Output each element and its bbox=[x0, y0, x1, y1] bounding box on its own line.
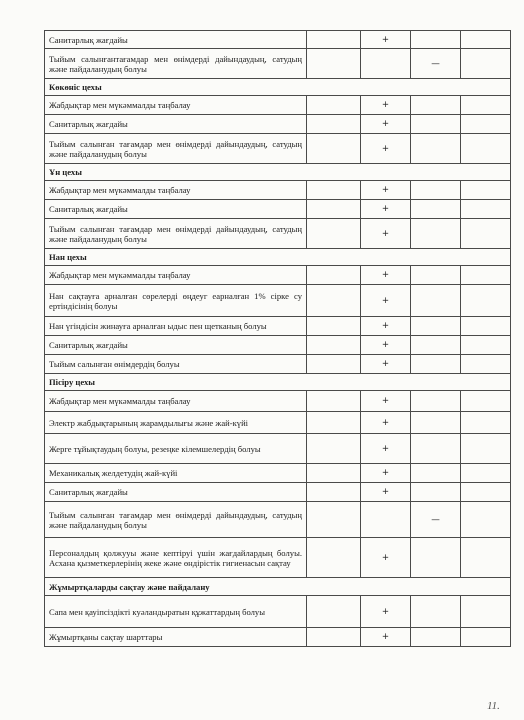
section-title: Көкөніс цехы bbox=[45, 79, 511, 96]
requirement-text: Санитарлық жағдайы bbox=[45, 31, 307, 49]
empty-cell bbox=[307, 538, 361, 578]
empty-cell bbox=[411, 596, 461, 628]
empty-cell bbox=[307, 628, 361, 647]
empty-cell bbox=[411, 96, 461, 115]
empty-cell bbox=[411, 336, 461, 355]
checklist-row bbox=[45, 317, 511, 336]
empty-cell bbox=[307, 502, 361, 538]
plus-mark: + bbox=[361, 434, 411, 464]
empty-cell bbox=[307, 219, 361, 249]
checklist-row bbox=[45, 49, 511, 79]
empty-cell bbox=[461, 412, 511, 434]
requirement-text: Санитарлық жағдайы bbox=[45, 200, 307, 219]
empty-cell bbox=[307, 483, 361, 502]
plus-mark: + bbox=[361, 181, 411, 200]
empty-cell bbox=[307, 412, 361, 434]
requirement-text: Санитарлық жағдайы bbox=[45, 336, 307, 355]
empty-cell bbox=[361, 502, 411, 538]
checklist-row bbox=[45, 628, 511, 647]
empty-cell bbox=[461, 538, 511, 578]
empty-cell bbox=[461, 134, 511, 164]
plus-mark: + bbox=[361, 317, 411, 336]
empty-cell bbox=[411, 181, 461, 200]
empty-cell bbox=[411, 266, 461, 285]
requirement-text: Сапа мен қауіпсіздікті куәландыратын құжаттардың болуы bbox=[45, 596, 307, 628]
empty-cell bbox=[461, 49, 511, 79]
empty-cell bbox=[411, 200, 461, 219]
section-title: Пісіру цехы bbox=[45, 374, 511, 391]
empty-cell bbox=[307, 317, 361, 336]
plus-mark: + bbox=[361, 285, 411, 317]
empty-cell bbox=[411, 115, 461, 134]
empty-cell bbox=[411, 483, 461, 502]
requirement-text: Электр жабдықтарының жарамдылығы және жай-күйі bbox=[45, 412, 307, 434]
empty-cell bbox=[461, 502, 511, 538]
section-title: Ұн цехы bbox=[45, 164, 511, 181]
plus-mark: + bbox=[361, 336, 411, 355]
empty-cell bbox=[461, 181, 511, 200]
requirement-text: Тыйым салынған тағамдар мен өнімдерді дайындаудың, сатудың және пайдаланудың болуы bbox=[45, 219, 307, 249]
requirement-text: Тыйым салынған тағамдар мен өнімдерді дайындаудың, сатудың және пайдаланудың болуы bbox=[45, 134, 307, 164]
requirement-text: Санитарлық жағдайы bbox=[45, 483, 307, 502]
empty-cell bbox=[461, 355, 511, 374]
dash-mark: — bbox=[411, 49, 461, 79]
empty-cell bbox=[307, 391, 361, 412]
checklist-row bbox=[45, 434, 511, 464]
plus-mark: + bbox=[361, 96, 411, 115]
plus-mark: + bbox=[361, 464, 411, 483]
empty-cell bbox=[307, 96, 361, 115]
empty-cell bbox=[307, 200, 361, 219]
plus-mark: + bbox=[361, 538, 411, 578]
plus-mark: + bbox=[361, 266, 411, 285]
empty-cell bbox=[307, 115, 361, 134]
section-header-row bbox=[45, 374, 511, 391]
dash-mark: — bbox=[411, 502, 461, 538]
requirement-text: Жабдықтар мен мүкәммалды таңбалау bbox=[45, 391, 307, 412]
checklist-row bbox=[45, 31, 511, 49]
empty-cell bbox=[307, 134, 361, 164]
checklist-row bbox=[45, 502, 511, 538]
checklist-row bbox=[45, 219, 511, 249]
empty-cell bbox=[307, 464, 361, 483]
plus-mark: + bbox=[361, 596, 411, 628]
empty-cell bbox=[411, 464, 461, 483]
section-title: Жұмыртқаларды сақтау және пайдалану bbox=[45, 578, 511, 596]
checklist-row bbox=[45, 266, 511, 285]
checklist-row bbox=[45, 596, 511, 628]
checklist-row bbox=[45, 200, 511, 219]
requirement-text: Тыйым салынғантағамдар мен өнімдерді дайындаудың, сатудың және пайдаланудың болуы bbox=[45, 49, 307, 79]
plus-mark: + bbox=[361, 483, 411, 502]
checklist-row bbox=[45, 181, 511, 200]
empty-cell bbox=[461, 391, 511, 412]
plus-mark: + bbox=[361, 200, 411, 219]
empty-cell bbox=[461, 434, 511, 464]
empty-cell bbox=[307, 181, 361, 200]
checklist-row bbox=[45, 355, 511, 374]
empty-cell bbox=[307, 49, 361, 79]
empty-cell bbox=[461, 285, 511, 317]
empty-cell bbox=[461, 628, 511, 647]
empty-cell bbox=[307, 285, 361, 317]
section-header-row bbox=[45, 578, 511, 596]
checklist-row bbox=[45, 285, 511, 317]
empty-cell bbox=[411, 628, 461, 647]
plus-mark: + bbox=[361, 391, 411, 412]
empty-cell bbox=[411, 538, 461, 578]
section-header-row bbox=[45, 79, 511, 96]
empty-cell bbox=[411, 285, 461, 317]
empty-cell bbox=[411, 317, 461, 336]
checklist-row bbox=[45, 464, 511, 483]
checklist-row bbox=[45, 115, 511, 134]
requirement-text: Механикалық желдетудің жай-күйі bbox=[45, 464, 307, 483]
requirement-text: Тыйым салынған өнімдердің болуы bbox=[45, 355, 307, 374]
empty-cell bbox=[411, 134, 461, 164]
empty-cell bbox=[411, 355, 461, 374]
empty-cell bbox=[307, 266, 361, 285]
requirement-text: Нан сақтауға арналған сөрелерді өңдеуг еарналған 1% сірке су ертіндісінің болуы bbox=[45, 285, 307, 317]
empty-cell bbox=[461, 96, 511, 115]
empty-cell bbox=[461, 200, 511, 219]
plus-mark: + bbox=[361, 628, 411, 647]
empty-cell bbox=[461, 317, 511, 336]
requirement-text: Жабдықтар мен мүкәммалды таңбалау bbox=[45, 96, 307, 115]
empty-cell bbox=[461, 596, 511, 628]
requirement-text: Нан үгіндісін жинауға арналған ыдыс пен щетканың болуы bbox=[45, 317, 307, 336]
empty-cell bbox=[361, 49, 411, 79]
requirement-text: Санитарлық жағдайы bbox=[45, 115, 307, 134]
plus-mark: + bbox=[361, 219, 411, 249]
empty-cell bbox=[461, 336, 511, 355]
checklist-row bbox=[45, 538, 511, 578]
requirement-text: Жабдықтар мен мүкәммалды таңбалау bbox=[45, 266, 307, 285]
empty-cell bbox=[307, 434, 361, 464]
empty-cell bbox=[461, 115, 511, 134]
empty-cell bbox=[307, 31, 361, 49]
empty-cell bbox=[307, 355, 361, 374]
page-number: 11. bbox=[487, 700, 500, 712]
requirement-text: Жабдықтар мен мүкәммалды таңбалау bbox=[45, 181, 307, 200]
plus-mark: + bbox=[361, 115, 411, 134]
empty-cell bbox=[461, 219, 511, 249]
section-header-row bbox=[45, 249, 511, 266]
requirement-text: Жерге тұйықтаудың болуы, резеңке кілемшелердің болуы bbox=[45, 434, 307, 464]
empty-cell bbox=[411, 412, 461, 434]
empty-cell bbox=[411, 434, 461, 464]
checklist-row bbox=[45, 134, 511, 164]
plus-mark: + bbox=[361, 134, 411, 164]
empty-cell bbox=[411, 219, 461, 249]
plus-mark: + bbox=[361, 355, 411, 374]
empty-cell bbox=[307, 596, 361, 628]
requirement-text: Жұмыртқаны сақтау шарттары bbox=[45, 628, 307, 647]
empty-cell bbox=[411, 391, 461, 412]
empty-cell bbox=[461, 464, 511, 483]
section-title: Нан цехы bbox=[45, 249, 511, 266]
inspection-checklist-table bbox=[44, 30, 511, 647]
empty-cell bbox=[461, 266, 511, 285]
empty-cell bbox=[461, 31, 511, 49]
checklist-row bbox=[45, 483, 511, 502]
checklist-row bbox=[45, 391, 511, 412]
checklist-row bbox=[45, 96, 511, 115]
plus-mark: + bbox=[361, 412, 411, 434]
empty-cell bbox=[307, 336, 361, 355]
requirement-text: Тыйым салынған тағамдар мен өнімдерді дайындаудың, сатудың және пайдаланудың болуы bbox=[45, 502, 307, 538]
empty-cell bbox=[411, 31, 461, 49]
checklist-row bbox=[45, 412, 511, 434]
section-header-row bbox=[45, 164, 511, 181]
checklist-row bbox=[45, 336, 511, 355]
requirement-text: Персоналдың қолжууы және кептіруі үшін жағдайлардың болуы. Асхана қызметкерлерінің жеке және өндірістік гигиенасын сақтау bbox=[45, 538, 307, 578]
plus-mark: + bbox=[361, 31, 411, 49]
empty-cell bbox=[461, 483, 511, 502]
